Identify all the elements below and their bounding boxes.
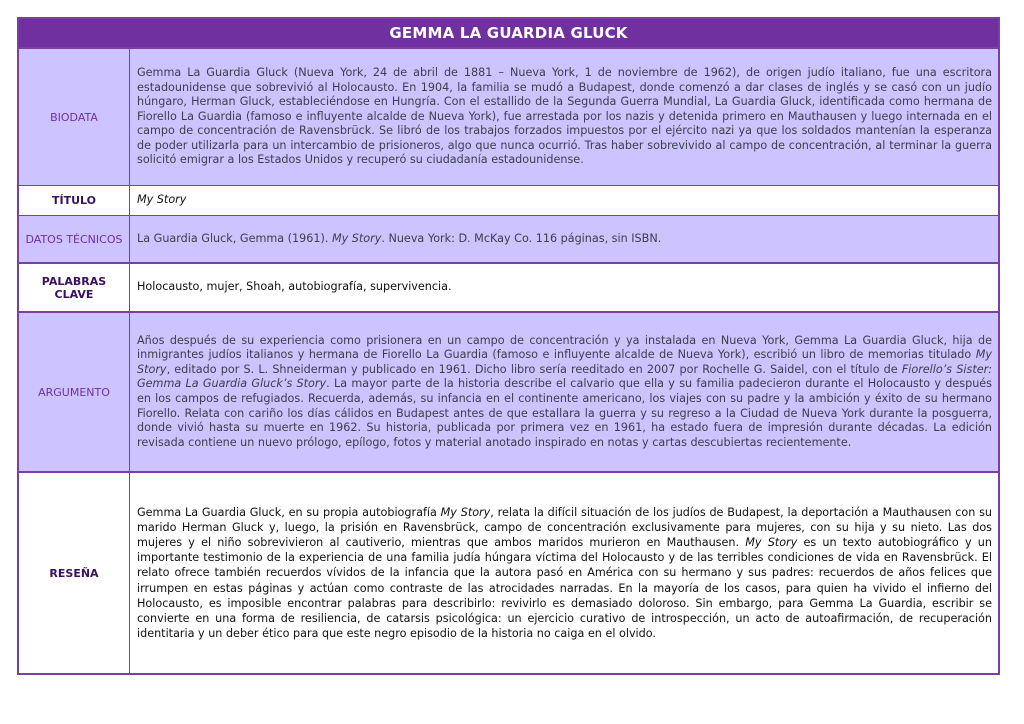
label-palabras-clave: PALABRAS CLAVE — [19, 264, 130, 311]
datos-book-title: My Story — [331, 231, 382, 245]
resena-book-title: My Story — [745, 535, 798, 549]
resena-text-part: , relata la difícil situación de los judíos de Budapest, la deportación a Mauthausen con su marido Herman Gluck y, luego, la prisión en Ravensbrück, campo de concentración exclusivamente para mujeres, con su hija y su nieto. Las dos mujeres y el niño sobrevivieron al cautiverio, mientras que ambos maridos murieron en Mauthausen. — [137, 505, 993, 549]
row-argumento — [19, 313, 998, 473]
value-datos-tecnicos — [130, 216, 998, 262]
argumento-reissue-title: Fiorello’s Sister: Gemma La Guardia Gluck’s Story — [137, 362, 992, 391]
resena-text-part: es un texto autobiográfico y un importante testimonio de la experiencia de una familia judía húngara víctima del Holocausto y de las terribles condiciones de vida en Ravensbrück. El relato ofrece también recuerdos vívidos de la infancia que la autora pasó en América con su hermano y sus padres: recuerdos de años felices que irrumpen en estas páginas y actúan como contraste de las atrocidades narradas. En la mayoría de los casos, para quien ha vivido el infierno del Holocausto, es imposible encontrar palabras para describirlo: revivirlo es demasiado doloroso. Sin embargo, para Gemma La Guardia, escribir se convierte en una forma de resiliencia, de catarsis psicológica: un ejercicio curativo de introspección, un acto de autoafirmación, de recuperación identitaria y un deber ético para que este negro episodio de la historia no caiga en el olvido. — [137, 535, 992, 641]
row-biodata — [19, 49, 998, 186]
resena-text — [137, 505, 992, 642]
titulo-text: My Story — [137, 193, 187, 207]
row-datos-tecnicos — [19, 216, 998, 264]
biodata-text: Gemma La Guardia Gluck (Nueva York, 24 de abril de 1881 – Nueva York, 1 de noviembre de 1962), de origen judío italiano, fue una escritora estadounidense que sobrevivió al Holocausto. En 1904, la familia se mudó a Budapest, donde comenzó a dar clases de inglés y se casó con un judío húngaro, Herman Gluck, estableciéndose en Hungría. Con el estallido de la Segunda Guerra Mundial, La Guardia Gluck, identificada como hermana de Fiorello La Guardia (famoso e influyente alcalde de Nueva York), fue arrestada por los nazis y detenida primero en Mauthausen y luego internada en el campo de concentración de Ravensbrück. Se libró de los trabajos forzados impuestos por el ejército nazi ya que los soldados mantenían la esperanza de poder utilizarla para un intercambio de prisioneros, algo que nunca ocurrió. Tras haber sobrevivido al campo de concentración, al terminar la guerra solicitó emigrar a los Estados Unidos y recuperó su ciudadanía estadounidense. — [137, 65, 992, 167]
row-titulo — [19, 186, 998, 216]
datos-text-part: . Nueva York: D. McKay Co. 116 páginas, sin ISBN. — [381, 231, 662, 245]
row-resena — [19, 473, 998, 673]
resena-text-part: Gemma La Guardia Gluck, en su propia autobiografía — [137, 505, 441, 519]
resena-book-title: My Story — [440, 505, 491, 519]
argumento-text-part: , editado por S. L. Shneiderman y publicado en 1961. Dicho libro sería reeditado en 2007 por Rochelle G. Saidel, con el título de — [166, 362, 902, 376]
argumento-book-title: My Story — [137, 348, 992, 376]
review-sheet — [17, 17, 1000, 675]
argumento-text-part: Años después de su experiencia como prisionera en un campo de concentración y ya instalada en Nueva York, Gemma La Guardia Gluck, hija de inmigrantes judíos italianos y hermana de Fiorello La Guardia (famoso e influyente alcalde de Nueva York), escribió un libro de memorias titulado — [137, 333, 992, 362]
value-biodata — [130, 49, 998, 185]
datos-text — [137, 232, 992, 247]
label-biodata: BIODATA — [19, 49, 130, 185]
value-titulo — [130, 186, 998, 215]
value-resena — [130, 473, 998, 673]
row-palabras-clave — [19, 264, 998, 313]
label-argumento: ARGUMENTO — [19, 313, 130, 471]
sheet-title: GEMMA LA GUARDIA GLUCK — [19, 19, 998, 49]
argumento-text — [137, 334, 992, 451]
value-palabras-clave — [130, 264, 998, 311]
label-datos-tecnicos: DATOS TÉCNICOS — [19, 216, 130, 262]
label-titulo: TÍTULO — [19, 186, 130, 215]
argumento-text-part: . La mayor parte de la historia describe el calvario que ella y su familia padecieron durante el Holocausto y después en los campos de refugiados. Recuerda, además, su infancia en el continente americano, los viajes con su padre y la ambición y éxito de su hermano Fiorello. Relata con cariño los días cálidos en Budapest antes de que estallara la guerra y su regreso a la Ciudad de Nueva York durante la posguerra, donde vivió hasta su muerte en 1962. Su historia, publicada por primera vez en 1961, ha estado fuera de impresión durante décadas. La edición revisada contiene un nuevo prólogo, epílogo, fotos y material anotado inspirado en notas y cartas descubiertas recientemente. — [137, 377, 993, 449]
label-resena: RESEÑA — [19, 473, 130, 673]
palabras-text: Holocausto, mujer, Shoah, autobiografía, supervivencia. — [137, 280, 452, 294]
datos-text-part: La Guardia Gluck, Gemma (1961). — [137, 231, 332, 245]
value-argumento — [130, 313, 998, 471]
